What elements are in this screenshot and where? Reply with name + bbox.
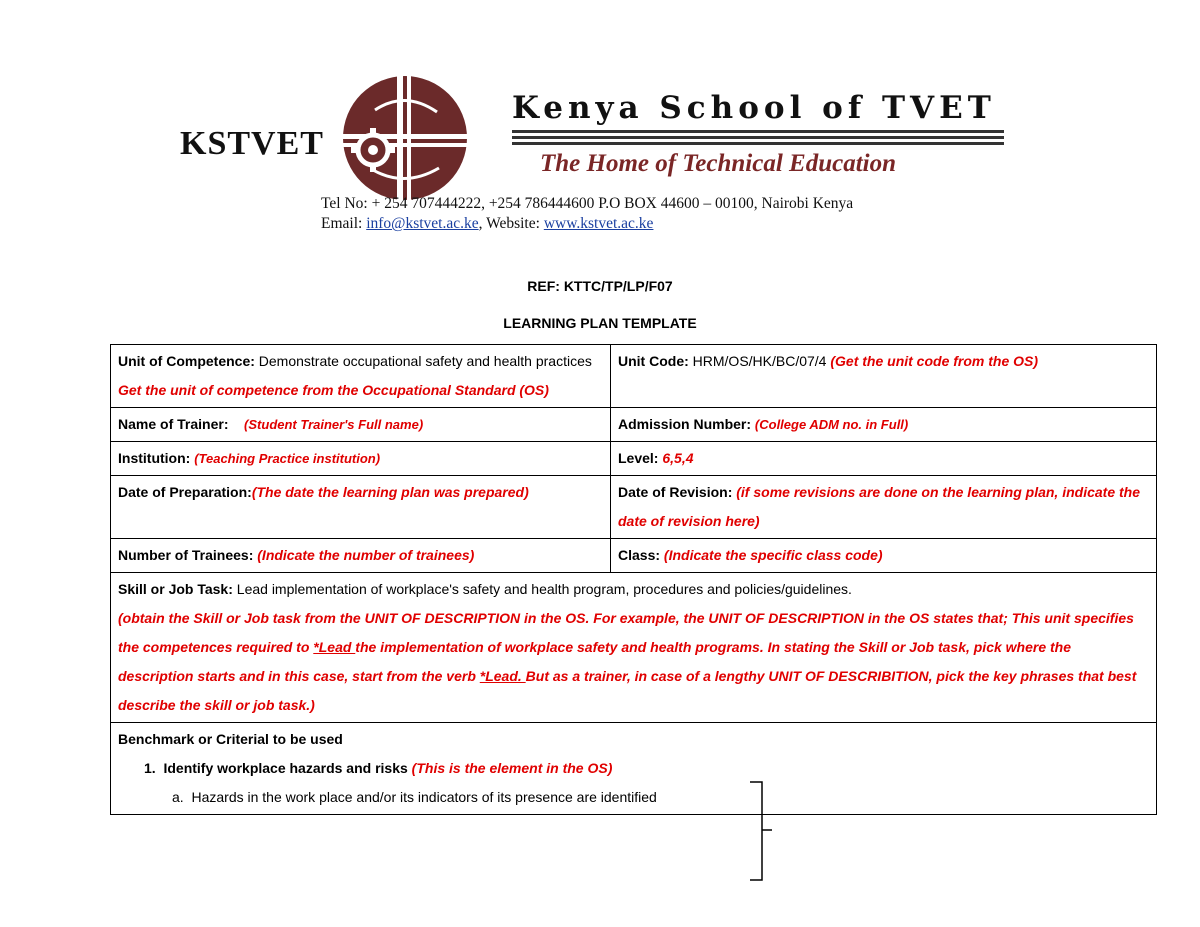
tagline: The Home of Technical Education — [540, 150, 897, 177]
element-hint: (This is the element in the OS) — [411, 760, 613, 776]
admission-hint: (College ADM no. in Full) — [754, 417, 909, 432]
skill-hint-part2: the implementation of workplace safety and health programs. In stating the Skill or Job task, pick where the description starts and in this case, start from the verb — [118, 639, 1072, 684]
skill-task-label: Skill or Job Task: — [118, 581, 233, 597]
admission-cell — [611, 408, 1157, 442]
criteria-text: Hazards in the work place and/or its indicators of its presence are identified — [191, 789, 657, 805]
revision-date-label: Date of Revision: — [618, 484, 733, 500]
email-line — [321, 214, 853, 234]
benchmark-cell — [111, 723, 1157, 815]
element-text: Identify workplace hazards and risks — [163, 760, 412, 776]
table-row — [111, 476, 1157, 539]
school-name: Kenya School of TVET — [512, 90, 996, 126]
website-label: , Website: — [478, 215, 544, 232]
trainer-cell — [111, 408, 611, 442]
unit-competence-value: Demonstrate occupational safety and health practices — [254, 353, 592, 369]
table-row — [111, 723, 1157, 815]
preparation-date-hint: (The date the learning plan was prepared) — [251, 484, 529, 500]
level-label: Level: — [618, 450, 659, 466]
institution-hint: (Teaching Practice institution) — [194, 451, 381, 466]
benchmark-label: Benchmark or Criterial to be used — [118, 731, 343, 747]
skill-hint-part3: But as a trainer, in case of a lengthy UNIT OF DESCRIBITION, pick the key phrases that best describe the skill or job task.) — [118, 668, 1137, 713]
table-row — [111, 539, 1157, 573]
skill-hint-lead-1: *Lead — [313, 639, 356, 655]
email-label: Email: — [321, 215, 367, 232]
skill-task-value: Lead implementation of workplace's safety and health program, procedures and policies/guidelines. — [232, 581, 852, 597]
tel-line: Tel No: + 254 707444222, +254 786444600 P.O BOX 44600 – 00100, Nairobi Kenya — [321, 195, 854, 212]
class-label: Class: — [618, 547, 661, 563]
skill-hint-part1: (obtain the Skill or Job task from the UNIT OF DESCRIPTION in the OS. For example, the UNIT OF DESCRIPTION in the OS states that; This unit specifies the competences required to — [118, 610, 1134, 655]
trainees-hint: (Indicate the number of trainees) — [257, 547, 475, 563]
element-number: 1. — [144, 760, 156, 776]
trainees-cell — [111, 539, 611, 573]
website-link[interactable]: www.kstvet.ac.ke — [543, 215, 654, 232]
unit-code-cell — [611, 345, 1157, 408]
criteria-letter: a. — [172, 789, 184, 805]
admission-label: Admission Number: — [618, 416, 752, 432]
table-row — [111, 442, 1157, 476]
bracket-annotation — [748, 780, 788, 885]
unit-code-label: Unit Code: — [618, 353, 689, 369]
unit-competence-hint: Get the unit of competence from the Occupational Standard (OS) — [118, 382, 549, 398]
revision-date-cell — [611, 476, 1157, 539]
trainer-hint: (Student Trainer's Full name) — [244, 417, 424, 432]
contact-block — [321, 194, 853, 234]
institution-cell — [111, 442, 611, 476]
skill-task-cell — [111, 573, 1157, 723]
header-rules — [512, 130, 1004, 148]
table-row — [111, 345, 1157, 408]
trainees-label: Number of Trainees: — [118, 547, 254, 563]
level-cell — [611, 442, 1157, 476]
reference-number: REF: KTTC/TP/LP/F07 — [527, 278, 673, 294]
logo-text: KSTVET — [180, 125, 324, 162]
unit-code-value: HRM/OS/HK/BC/07/4 — [688, 353, 831, 369]
class-hint: (Indicate the specific class code) — [663, 547, 883, 563]
level-hint: 6,5,4 — [662, 450, 694, 466]
trainer-label: Name of Trainer: — [118, 416, 229, 432]
unit-code-hint: (Get the unit code from the OS) — [830, 353, 1039, 369]
preparation-date-cell — [111, 476, 611, 539]
skill-task-guidance — [118, 604, 1149, 720]
document-title: LEARNING PLAN TEMPLATE — [503, 315, 697, 331]
institution-label: Institution: — [118, 450, 191, 466]
revision-date-hint: (if some revisions are done on the learning plan, indicate the date of revision here) — [618, 484, 1141, 529]
unit-competence-cell — [111, 345, 611, 408]
unit-competence-label: Unit of Competence: — [118, 353, 255, 369]
criteria-item — [118, 783, 1149, 812]
learning-plan-table — [110, 344, 1157, 815]
table-row — [111, 408, 1157, 442]
skill-hint-lead-2: *Lead. — [479, 668, 526, 684]
skill-task-line — [118, 575, 1149, 604]
preparation-date-label: Date of Preparation: — [118, 484, 252, 500]
element-item — [118, 754, 1149, 783]
email-link[interactable]: info@kstvet.ac.ke — [366, 215, 479, 232]
table-row — [111, 573, 1157, 723]
letterhead — [175, 70, 1015, 245]
class-cell — [611, 539, 1157, 573]
